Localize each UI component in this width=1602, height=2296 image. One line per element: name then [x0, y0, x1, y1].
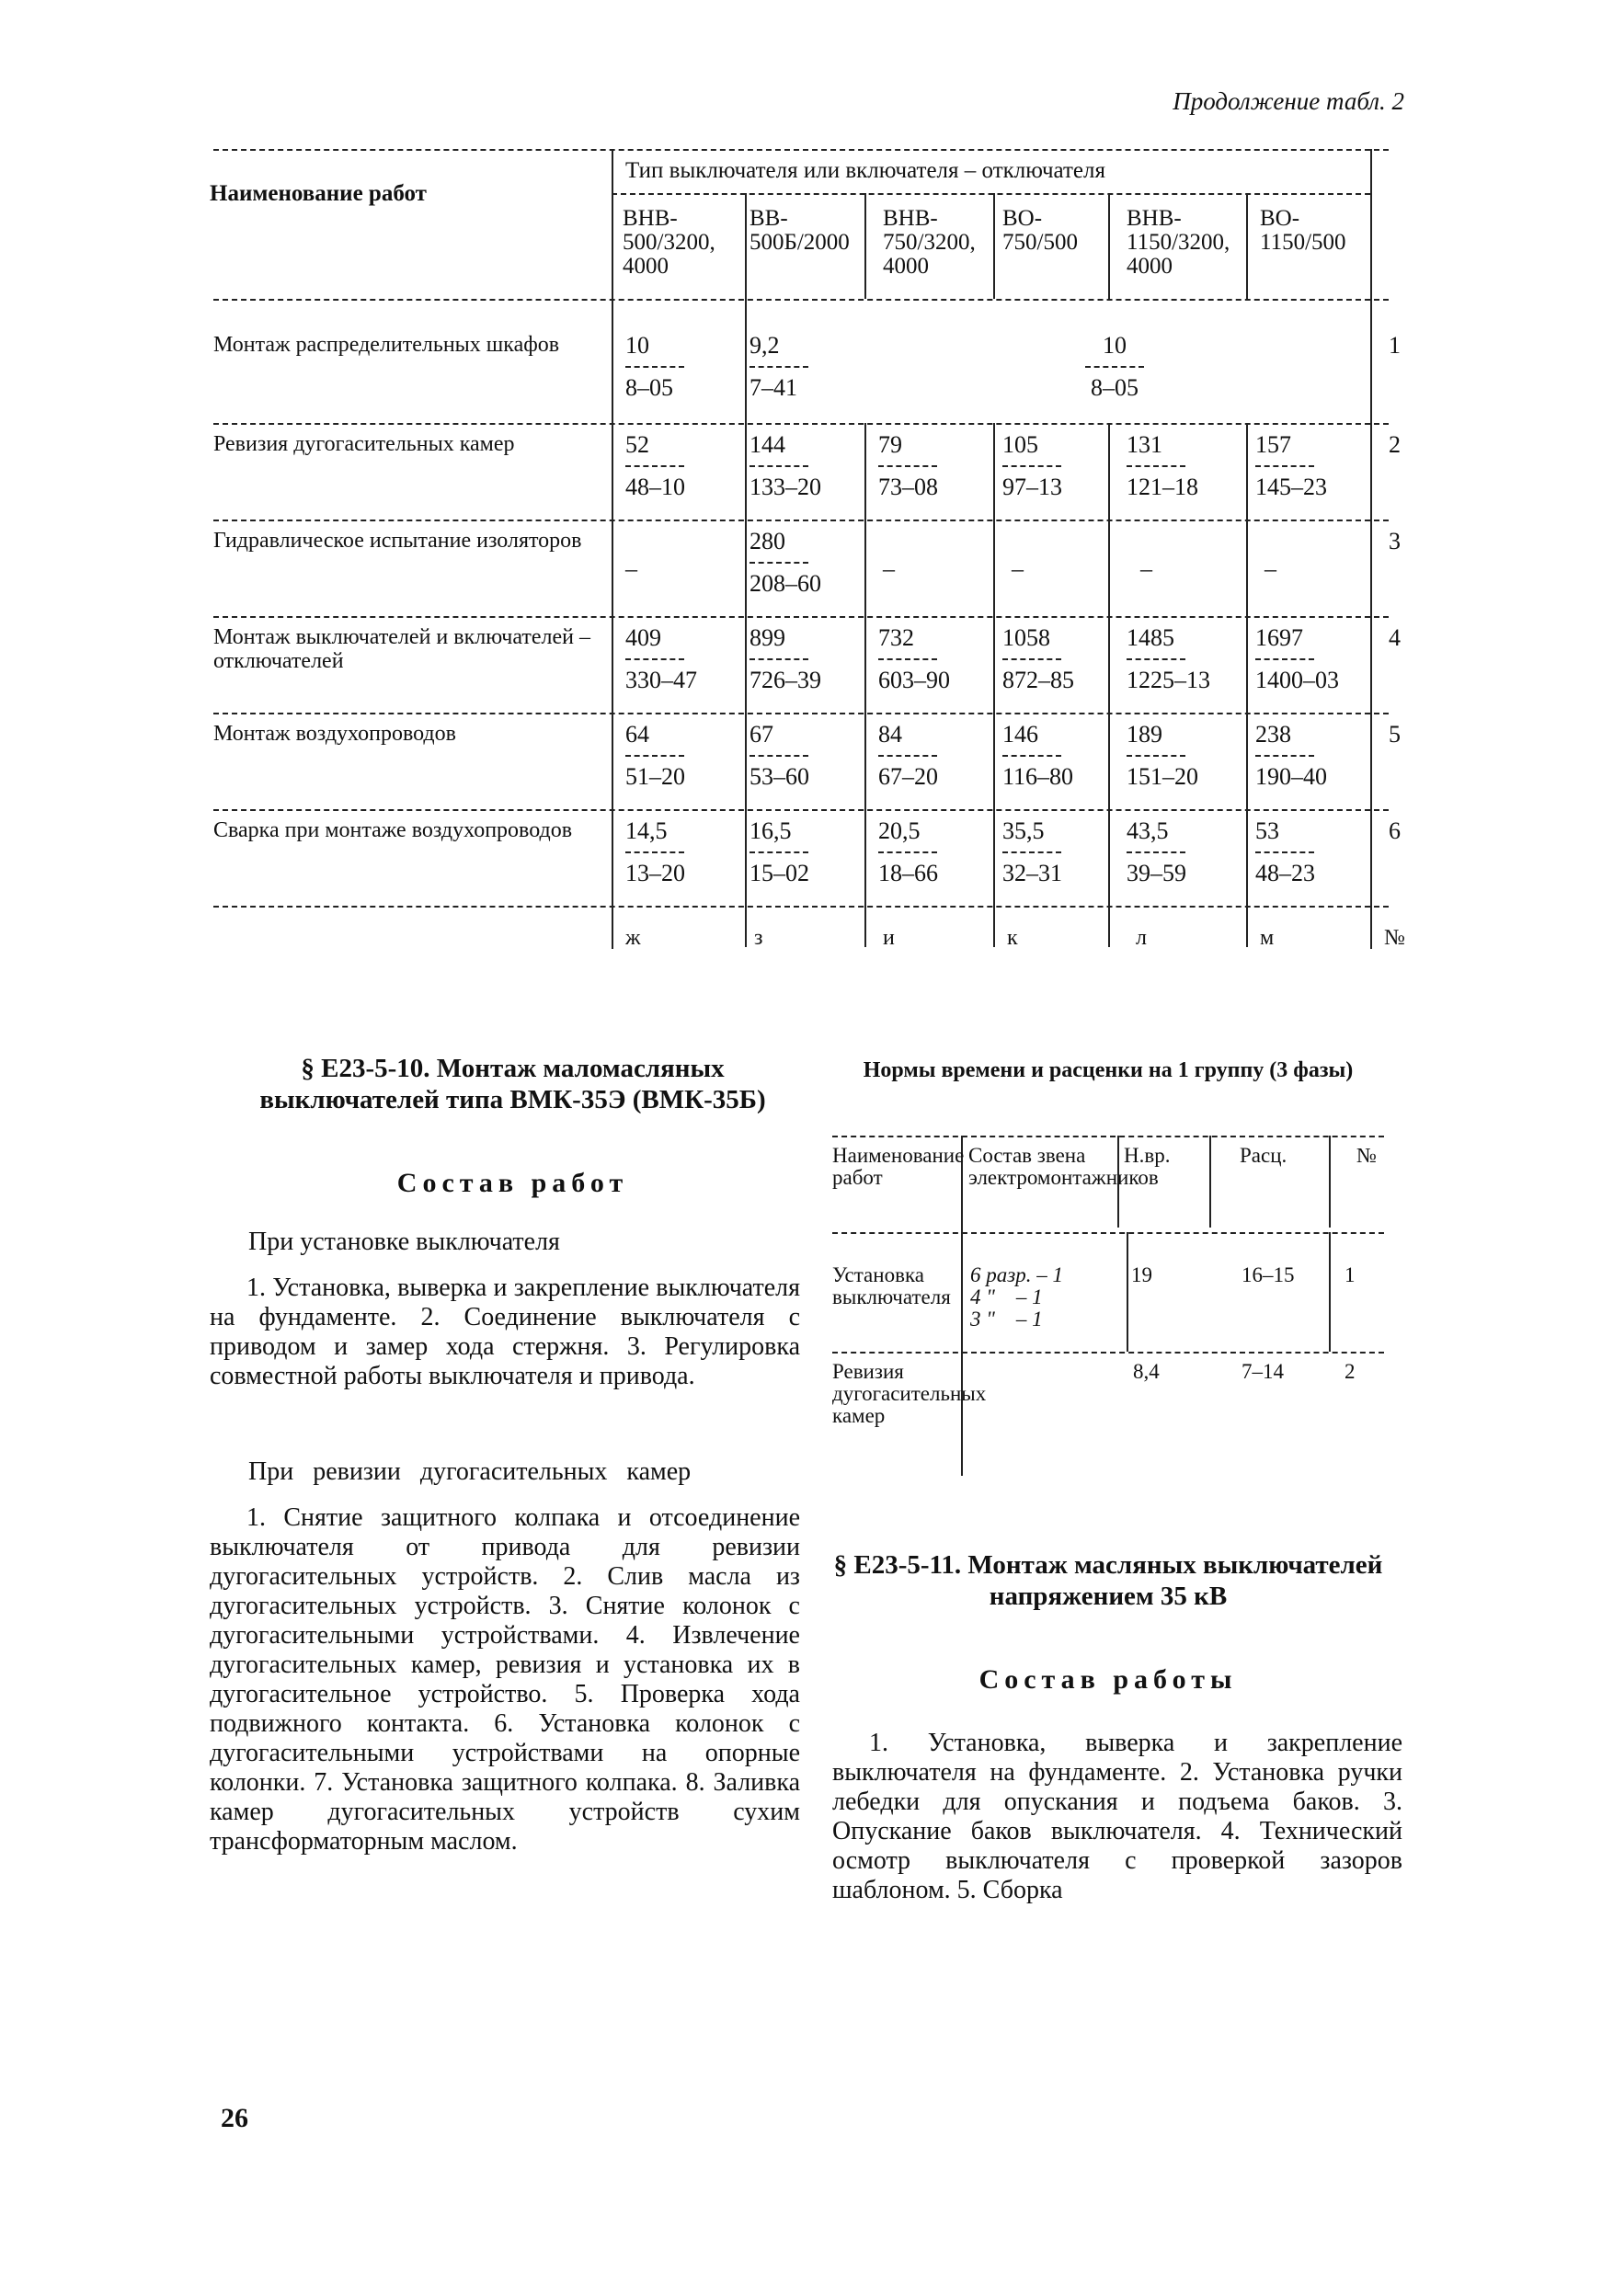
norms-row-name: Установка выключателя [832, 1263, 951, 1308]
value-cell: 43,5 39–59 [1127, 817, 1186, 886]
group-header: Тип выключателя или включателя – отключателя [625, 158, 1105, 183]
section-10-sub2: При ревизии дугогасительных камер [248, 1457, 692, 1486]
value-cell: 16,5 15–02 [750, 817, 809, 886]
type-header: ВНВ- 750/3200, 4000 [883, 206, 976, 279]
value-cell: 1058 872–85 [1002, 624, 1074, 693]
column-letter: м [1260, 926, 1275, 950]
value-cell: – [1012, 555, 1024, 582]
norms-nvr: 19 [1131, 1263, 1152, 1286]
value-cell: – [625, 555, 637, 582]
value-cell: 14,5 13–20 [625, 817, 685, 886]
row-name: Монтаж распределительных шкафов [213, 333, 560, 357]
value-cell: 899 726–39 [750, 624, 821, 693]
type-header: ВНВ- 1150/3200, 4000 [1127, 206, 1230, 279]
norms-header-nvr: Н.вр. [1124, 1144, 1171, 1167]
column-letter: з [754, 926, 763, 950]
value-cell: 64 51–20 [625, 721, 685, 790]
value-cell: 131 121–18 [1127, 431, 1198, 500]
column-letter: ж [625, 926, 641, 950]
row-number: 5 [1389, 721, 1401, 748]
section-11-composition: Состав работы [978, 1664, 1238, 1695]
row-name: Монтаж воздухопроводов [213, 722, 456, 746]
row-number: 6 [1389, 817, 1401, 844]
type-header: ВНВ- 500/3200, 4000 [623, 206, 715, 279]
value-cell: 52 48–10 [625, 431, 685, 500]
row-name: Монтаж выключателей и включателей – отключателей [213, 625, 590, 673]
norms-rasc: 7–14 [1242, 1360, 1284, 1383]
norms-crew: 6 разр. – 1 4 " – 1 3 " – 1 [970, 1263, 1063, 1331]
norms-header-crew: Состав звена электромонтажников [968, 1144, 1159, 1189]
value-cell: 20,5 18–66 [878, 817, 938, 886]
value-cell: 67 53–60 [750, 721, 809, 790]
row-number: 1 [1389, 332, 1401, 359]
page-number: 26 [221, 2103, 248, 2133]
value-cell: 732 603–90 [878, 624, 950, 693]
section-10-composition: Состав работ [396, 1168, 629, 1198]
value-cell: 146 116–80 [1002, 721, 1074, 790]
norms-rasc: 16–15 [1242, 1263, 1295, 1286]
value-cell: 35,5 32–31 [1002, 817, 1062, 886]
row-number: 2 [1389, 431, 1401, 458]
value-cell: 1697 1400–03 [1255, 624, 1339, 693]
type-header: ВО- 750/500 [1002, 206, 1078, 255]
row-number: 3 [1389, 528, 1401, 554]
value-cell: 189 151–20 [1127, 721, 1198, 790]
norms-no: 2 [1345, 1360, 1356, 1383]
section-10-title: § Е23-5-10. Монтаж маломасляных выключателей типа ВМК-35Э (ВМК-35Б) [259, 1054, 766, 1114]
type-header: ВВ- 500Б/2000 [750, 206, 850, 255]
column-letter-no: № [1384, 926, 1405, 950]
column-letter: к [1007, 926, 1018, 950]
row-name: Ревизия дугогасительных камер [213, 432, 515, 456]
section-10-sub1: При установке выключателя [248, 1228, 560, 1256]
norms-header-rasc: Расц. [1240, 1144, 1287, 1167]
value-cell: 105 97–13 [1002, 431, 1062, 500]
value-cell: – [883, 555, 895, 582]
column-letter: и [883, 926, 895, 950]
value-cell: – [1264, 555, 1276, 582]
norms-nvr: 8,4 [1133, 1360, 1160, 1383]
norms-row-name: Ревизия дугогасительных камер [832, 1360, 987, 1427]
merged-value-cell: 10 8–05 [1085, 333, 1144, 401]
value-cell: 79 73–08 [878, 431, 938, 500]
value-cell: 280 208–60 [750, 528, 821, 597]
section-10-text1: 1. Установка, выверка и закрепление выключателя на фундаменте. 2. Соединение выключателя с приводом и замер хода стержня. 3. Регулировка совместной работы выключателя и привода. [210, 1274, 800, 1390]
norms-header-name: Наименование работ [832, 1144, 965, 1189]
value-cell: 53 48–23 [1255, 817, 1315, 886]
row-name: Гидравлическое испытание изоляторов [213, 529, 582, 553]
column-letter: л [1136, 926, 1147, 950]
value-cell: 238 190–40 [1255, 721, 1327, 790]
row-name: Сварка при монтаже воздухопроводов [213, 818, 573, 842]
value-cell: 1485 1225–13 [1127, 624, 1210, 693]
norms-title: Нормы времени и расценки на 1 группу (3 фазы) [863, 1058, 1354, 1082]
row-number: 4 [1389, 624, 1401, 651]
type-header: ВО- 1150/500 [1260, 206, 1346, 255]
section-10-text2: 1. Снятие защитного колпака и отсоединение выключателя от привода для ревизии дугогасительных устройств. 2. Слив масла из дугогасительных устройств. 3. Снятие колонок с дугогасительными устройствами. 4. Извлечение дугогасительных камер, ревизия и установка их в дугогасительное устройство. 5. Проверка хода подвижного контакта. 6. Установка колонок с дугогасительными устройствами на опорные колонки. 7. Установка защитного колпака. 8. Заливка камер дугогасительных устройств сухим трансформаторным маслом. [210, 1503, 800, 1856]
section-11-title: § Е23-5-11. Монтаж масляных выключателей напряжением 35 кВ [833, 1550, 1383, 1611]
norms-header-no: № [1356, 1144, 1377, 1167]
value-cell: 157 145–23 [1255, 431, 1327, 500]
value-cell: 9,2 7–41 [750, 333, 808, 401]
value-cell: 84 67–20 [878, 721, 938, 790]
continuation-note: Продолжение табл. 2 [1173, 87, 1404, 115]
value-cell: 409 330–47 [625, 624, 697, 693]
col-name-header: Наименование работ [210, 181, 427, 206]
value-cell: – [1140, 555, 1152, 582]
norms-no: 1 [1345, 1263, 1356, 1286]
section-11-text: 1. Установка, выверка и закрепление выключателя на фундаменте. 2. Установка ручки лебедки для опускания и подъема баков. 3. Опускание баков выключателя. 4. Технический осмотр выключателя с проверкой зазоров шаблоном. 5. Сборка [832, 1729, 1402, 1904]
value-cell: 144 133–20 [750, 431, 821, 500]
value-cell: 10 8–05 [625, 333, 684, 401]
